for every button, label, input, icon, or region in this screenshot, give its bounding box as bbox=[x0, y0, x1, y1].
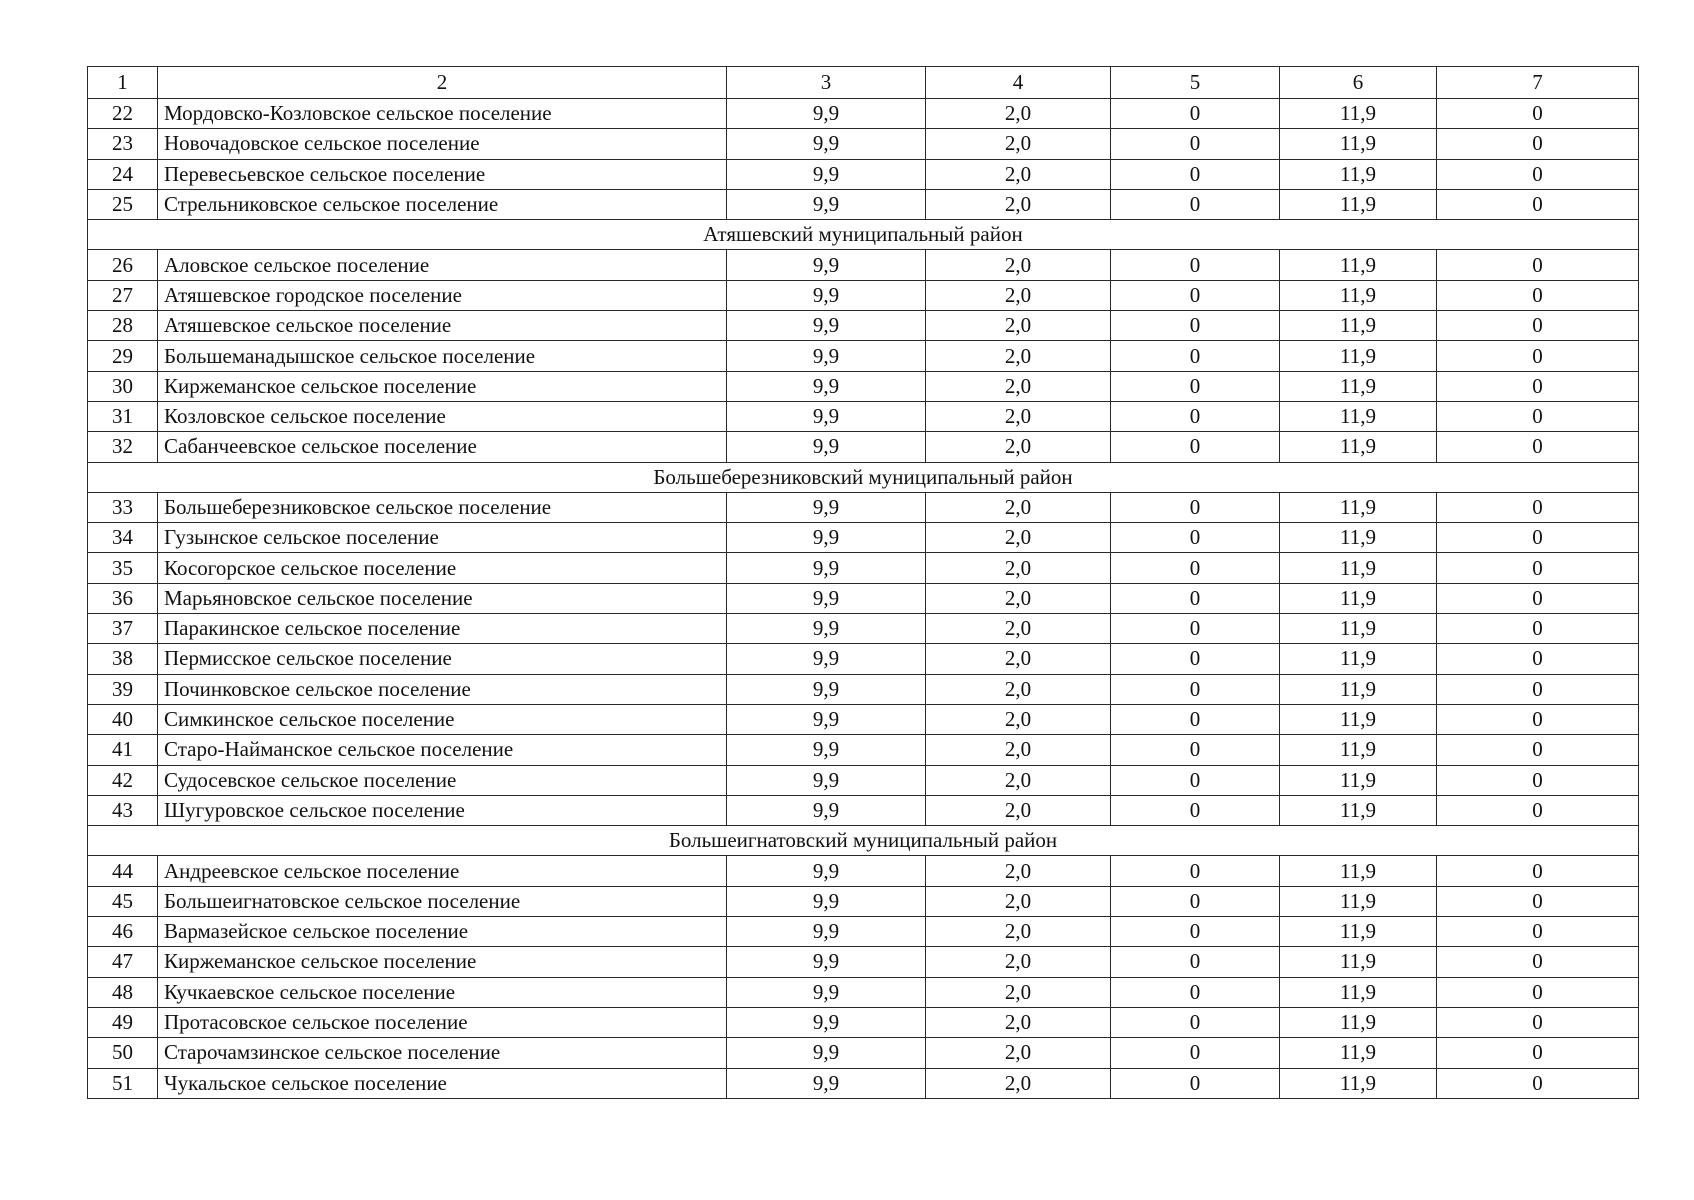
row-number: 29 bbox=[88, 341, 158, 371]
value-col-4: 2,0 bbox=[926, 674, 1111, 704]
value-col-6: 11,9 bbox=[1280, 644, 1437, 674]
value-col-6: 11,9 bbox=[1280, 129, 1437, 159]
value-col-3: 9,9 bbox=[727, 492, 926, 522]
district-header-row bbox=[88, 462, 1639, 492]
settlement-name: Пермисское сельское поселение bbox=[158, 644, 727, 674]
value-col-4: 2,0 bbox=[926, 856, 1111, 886]
value-col-6: 11,9 bbox=[1280, 856, 1437, 886]
value-col-4: 2,0 bbox=[926, 1007, 1111, 1037]
settlement-name: Киржеманское сельское поселение bbox=[158, 371, 727, 401]
value-col-3: 9,9 bbox=[727, 311, 926, 341]
value-col-5: 0 bbox=[1111, 523, 1280, 553]
value-col-7: 0 bbox=[1437, 674, 1639, 704]
table-row bbox=[88, 553, 1639, 583]
value-col-3: 9,9 bbox=[727, 553, 926, 583]
row-number: 43 bbox=[88, 795, 158, 825]
value-col-5: 0 bbox=[1111, 704, 1280, 734]
settlement-name: Аловское сельское поселение bbox=[158, 250, 727, 280]
value-col-4: 2,0 bbox=[926, 553, 1111, 583]
value-col-7: 0 bbox=[1437, 644, 1639, 674]
value-col-6: 11,9 bbox=[1280, 189, 1437, 219]
table-row bbox=[88, 341, 1639, 371]
value-col-3: 9,9 bbox=[727, 1007, 926, 1037]
district-header-row bbox=[88, 826, 1639, 856]
value-col-3: 9,9 bbox=[727, 644, 926, 674]
value-col-3: 9,9 bbox=[727, 614, 926, 644]
table-row bbox=[88, 159, 1639, 189]
value-col-3: 9,9 bbox=[727, 99, 926, 129]
value-col-3: 9,9 bbox=[727, 189, 926, 219]
value-col-5: 0 bbox=[1111, 1007, 1280, 1037]
value-col-5: 0 bbox=[1111, 614, 1280, 644]
table-row bbox=[88, 523, 1639, 553]
value-col-7: 0 bbox=[1437, 159, 1639, 189]
value-col-7: 0 bbox=[1437, 492, 1639, 522]
row-number: 34 bbox=[88, 523, 158, 553]
value-col-3: 9,9 bbox=[727, 856, 926, 886]
value-col-3: 9,9 bbox=[727, 886, 926, 916]
value-col-4: 2,0 bbox=[926, 795, 1111, 825]
table-row bbox=[88, 947, 1639, 977]
value-col-6: 11,9 bbox=[1280, 492, 1437, 522]
row-number: 24 bbox=[88, 159, 158, 189]
table-row bbox=[88, 704, 1639, 734]
value-col-6: 11,9 bbox=[1280, 1038, 1437, 1068]
value-col-4: 2,0 bbox=[926, 129, 1111, 159]
row-number: 36 bbox=[88, 583, 158, 613]
table-row bbox=[88, 432, 1639, 462]
column-number: 2 bbox=[158, 67, 727, 99]
value-col-5: 0 bbox=[1111, 947, 1280, 977]
value-col-6: 11,9 bbox=[1280, 735, 1437, 765]
value-col-6: 11,9 bbox=[1280, 159, 1437, 189]
settlement-name: Большеберезниковское сельское поселение bbox=[158, 492, 727, 522]
value-col-5: 0 bbox=[1111, 765, 1280, 795]
settlement-name: Большеигнатовское сельское поселение bbox=[158, 886, 727, 916]
settlement-name: Киржеманское сельское поселение bbox=[158, 947, 727, 977]
settlement-name: Починковское сельское поселение bbox=[158, 674, 727, 704]
value-col-5: 0 bbox=[1111, 553, 1280, 583]
value-col-4: 2,0 bbox=[926, 311, 1111, 341]
settlement-name: Стрельниковское сельское поселение bbox=[158, 189, 727, 219]
value-col-6: 11,9 bbox=[1280, 523, 1437, 553]
document-page bbox=[87, 66, 1638, 1099]
value-col-7: 0 bbox=[1437, 856, 1639, 886]
value-col-7: 0 bbox=[1437, 947, 1639, 977]
table-row bbox=[88, 644, 1639, 674]
settlement-name: Сабанчеевское сельское поселение bbox=[158, 432, 727, 462]
settlement-name: Старо-Найманское сельское поселение bbox=[158, 735, 727, 765]
value-col-4: 2,0 bbox=[926, 401, 1111, 431]
value-col-7: 0 bbox=[1437, 189, 1639, 219]
value-col-4: 2,0 bbox=[926, 99, 1111, 129]
column-number: 6 bbox=[1280, 67, 1437, 99]
row-number: 45 bbox=[88, 886, 158, 916]
value-col-4: 2,0 bbox=[926, 644, 1111, 674]
table-row bbox=[88, 189, 1639, 219]
value-col-3: 9,9 bbox=[727, 583, 926, 613]
value-col-4: 2,0 bbox=[926, 1038, 1111, 1068]
value-col-4: 2,0 bbox=[926, 341, 1111, 371]
table-body bbox=[88, 67, 1639, 1099]
value-col-6: 11,9 bbox=[1280, 432, 1437, 462]
value-col-4: 2,0 bbox=[926, 704, 1111, 734]
value-col-5: 0 bbox=[1111, 583, 1280, 613]
column-number: 7 bbox=[1437, 67, 1639, 99]
value-col-7: 0 bbox=[1437, 99, 1639, 129]
value-col-7: 0 bbox=[1437, 1068, 1639, 1098]
row-number: 40 bbox=[88, 704, 158, 734]
table-row bbox=[88, 917, 1639, 947]
row-number: 49 bbox=[88, 1007, 158, 1037]
value-col-5: 0 bbox=[1111, 401, 1280, 431]
value-col-6: 11,9 bbox=[1280, 977, 1437, 1007]
table-row bbox=[88, 674, 1639, 704]
value-col-6: 11,9 bbox=[1280, 583, 1437, 613]
table-row bbox=[88, 735, 1639, 765]
value-col-5: 0 bbox=[1111, 1068, 1280, 1098]
value-col-7: 0 bbox=[1437, 735, 1639, 765]
value-col-4: 2,0 bbox=[926, 917, 1111, 947]
value-col-5: 0 bbox=[1111, 189, 1280, 219]
value-col-7: 0 bbox=[1437, 765, 1639, 795]
column-number: 4 bbox=[926, 67, 1111, 99]
value-col-4: 2,0 bbox=[926, 886, 1111, 916]
value-col-5: 0 bbox=[1111, 795, 1280, 825]
value-col-5: 0 bbox=[1111, 371, 1280, 401]
value-col-3: 9,9 bbox=[727, 977, 926, 1007]
row-number: 26 bbox=[88, 250, 158, 280]
column-number: 3 bbox=[727, 67, 926, 99]
value-col-3: 9,9 bbox=[727, 250, 926, 280]
value-col-4: 2,0 bbox=[926, 583, 1111, 613]
settlement-name: Мордовско-Козловское сельское поселение bbox=[158, 99, 727, 129]
value-col-5: 0 bbox=[1111, 856, 1280, 886]
value-col-4: 2,0 bbox=[926, 371, 1111, 401]
value-col-6: 11,9 bbox=[1280, 917, 1437, 947]
value-col-4: 2,0 bbox=[926, 765, 1111, 795]
settlement-name: Вармазейское сельское поселение bbox=[158, 917, 727, 947]
value-col-4: 2,0 bbox=[926, 977, 1111, 1007]
value-col-4: 2,0 bbox=[926, 432, 1111, 462]
value-col-7: 0 bbox=[1437, 704, 1639, 734]
value-col-5: 0 bbox=[1111, 917, 1280, 947]
value-col-4: 2,0 bbox=[926, 280, 1111, 310]
settlement-name: Шугуровское сельское поселение bbox=[158, 795, 727, 825]
settlement-name: Атяшевское сельское поселение bbox=[158, 311, 727, 341]
value-col-7: 0 bbox=[1437, 583, 1639, 613]
value-col-7: 0 bbox=[1437, 341, 1639, 371]
value-col-4: 2,0 bbox=[926, 159, 1111, 189]
value-col-5: 0 bbox=[1111, 644, 1280, 674]
value-col-5: 0 bbox=[1111, 99, 1280, 129]
settlement-name: Симкинское сельское поселение bbox=[158, 704, 727, 734]
settlement-name: Андреевское сельское поселение bbox=[158, 856, 727, 886]
value-col-4: 2,0 bbox=[926, 735, 1111, 765]
row-number: 51 bbox=[88, 1068, 158, 1098]
settlement-name: Протасовское сельское поселение bbox=[158, 1007, 727, 1037]
value-col-6: 11,9 bbox=[1280, 947, 1437, 977]
value-col-6: 11,9 bbox=[1280, 553, 1437, 583]
value-col-5: 0 bbox=[1111, 341, 1280, 371]
table-row bbox=[88, 1007, 1639, 1037]
settlement-name: Чукальское сельское поселение bbox=[158, 1068, 727, 1098]
value-col-7: 0 bbox=[1437, 371, 1639, 401]
value-col-3: 9,9 bbox=[727, 401, 926, 431]
table-row bbox=[88, 977, 1639, 1007]
table-row bbox=[88, 856, 1639, 886]
value-col-5: 0 bbox=[1111, 311, 1280, 341]
value-col-7: 0 bbox=[1437, 1007, 1639, 1037]
row-number: 33 bbox=[88, 492, 158, 522]
value-col-6: 11,9 bbox=[1280, 280, 1437, 310]
value-col-3: 9,9 bbox=[727, 1068, 926, 1098]
row-number: 47 bbox=[88, 947, 158, 977]
row-number: 50 bbox=[88, 1038, 158, 1068]
value-col-5: 0 bbox=[1111, 735, 1280, 765]
value-col-4: 2,0 bbox=[926, 1068, 1111, 1098]
row-number: 22 bbox=[88, 99, 158, 129]
settlement-name: Гузынское сельское поселение bbox=[158, 523, 727, 553]
row-number: 39 bbox=[88, 674, 158, 704]
value-col-7: 0 bbox=[1437, 1038, 1639, 1068]
value-col-7: 0 bbox=[1437, 129, 1639, 159]
table-row bbox=[88, 129, 1639, 159]
table-row bbox=[88, 280, 1639, 310]
district-title: Большеберезниковский муниципальный район bbox=[88, 462, 1639, 492]
settlement-name: Кучкаевское сельское поселение bbox=[158, 977, 727, 1007]
value-col-3: 9,9 bbox=[727, 129, 926, 159]
table-row bbox=[88, 492, 1639, 522]
value-col-6: 11,9 bbox=[1280, 795, 1437, 825]
value-col-5: 0 bbox=[1111, 280, 1280, 310]
value-col-7: 0 bbox=[1437, 250, 1639, 280]
value-col-4: 2,0 bbox=[926, 523, 1111, 553]
value-col-4: 2,0 bbox=[926, 614, 1111, 644]
settlement-name: Козловское сельское поселение bbox=[158, 401, 727, 431]
value-col-6: 11,9 bbox=[1280, 614, 1437, 644]
value-col-3: 9,9 bbox=[727, 795, 926, 825]
row-number: 23 bbox=[88, 129, 158, 159]
value-col-4: 2,0 bbox=[926, 947, 1111, 977]
value-col-7: 0 bbox=[1437, 311, 1639, 341]
value-col-7: 0 bbox=[1437, 886, 1639, 916]
table-row bbox=[88, 1068, 1639, 1098]
column-number: 5 bbox=[1111, 67, 1280, 99]
value-col-3: 9,9 bbox=[727, 432, 926, 462]
settlement-name: Перевесьевское сельское поселение bbox=[158, 159, 727, 189]
value-col-3: 9,9 bbox=[727, 735, 926, 765]
value-col-6: 11,9 bbox=[1280, 341, 1437, 371]
table-row bbox=[88, 583, 1639, 613]
value-col-4: 2,0 bbox=[926, 492, 1111, 522]
value-col-7: 0 bbox=[1437, 977, 1639, 1007]
settlement-name: Атяшевское городское поселение bbox=[158, 280, 727, 310]
value-col-4: 2,0 bbox=[926, 189, 1111, 219]
row-number: 38 bbox=[88, 644, 158, 674]
table-row bbox=[88, 765, 1639, 795]
settlement-name: Марьяновское сельское поселение bbox=[158, 583, 727, 613]
value-col-3: 9,9 bbox=[727, 674, 926, 704]
district-title: Атяшевский муниципальный район bbox=[88, 220, 1639, 250]
settlement-name: Судосевское сельское поселение bbox=[158, 765, 727, 795]
value-col-3: 9,9 bbox=[727, 371, 926, 401]
value-col-3: 9,9 bbox=[727, 765, 926, 795]
value-col-6: 11,9 bbox=[1280, 99, 1437, 129]
row-number: 44 bbox=[88, 856, 158, 886]
value-col-7: 0 bbox=[1437, 553, 1639, 583]
value-col-3: 9,9 bbox=[727, 523, 926, 553]
value-col-6: 11,9 bbox=[1280, 311, 1437, 341]
value-col-6: 11,9 bbox=[1280, 674, 1437, 704]
value-col-7: 0 bbox=[1437, 917, 1639, 947]
table-row bbox=[88, 371, 1639, 401]
table-row bbox=[88, 1038, 1639, 1068]
value-col-5: 0 bbox=[1111, 674, 1280, 704]
column-number-row bbox=[88, 67, 1639, 99]
row-number: 27 bbox=[88, 280, 158, 310]
table-row bbox=[88, 614, 1639, 644]
value-col-3: 9,9 bbox=[727, 917, 926, 947]
value-col-3: 9,9 bbox=[727, 341, 926, 371]
value-col-3: 9,9 bbox=[727, 1038, 926, 1068]
row-number: 31 bbox=[88, 401, 158, 431]
value-col-6: 11,9 bbox=[1280, 401, 1437, 431]
row-number: 42 bbox=[88, 765, 158, 795]
table-row bbox=[88, 311, 1639, 341]
value-col-3: 9,9 bbox=[727, 280, 926, 310]
table-row bbox=[88, 795, 1639, 825]
value-col-5: 0 bbox=[1111, 492, 1280, 522]
district-header-row bbox=[88, 220, 1639, 250]
table-row bbox=[88, 250, 1639, 280]
value-col-4: 2,0 bbox=[926, 250, 1111, 280]
row-number: 25 bbox=[88, 189, 158, 219]
value-col-5: 0 bbox=[1111, 1038, 1280, 1068]
value-col-7: 0 bbox=[1437, 523, 1639, 553]
column-number: 1 bbox=[88, 67, 158, 99]
row-number: 32 bbox=[88, 432, 158, 462]
row-number: 41 bbox=[88, 735, 158, 765]
row-number: 37 bbox=[88, 614, 158, 644]
value-col-6: 11,9 bbox=[1280, 371, 1437, 401]
table-row bbox=[88, 401, 1639, 431]
row-number: 48 bbox=[88, 977, 158, 1007]
settlement-name: Паракинское сельское поселение bbox=[158, 614, 727, 644]
value-col-7: 0 bbox=[1437, 614, 1639, 644]
value-col-5: 0 bbox=[1111, 129, 1280, 159]
district-title: Большеигнатовский муниципальный район bbox=[88, 826, 1639, 856]
settlement-name: Косогорское сельское поселение bbox=[158, 553, 727, 583]
value-col-6: 11,9 bbox=[1280, 765, 1437, 795]
row-number: 28 bbox=[88, 311, 158, 341]
value-col-5: 0 bbox=[1111, 977, 1280, 1007]
value-col-6: 11,9 bbox=[1280, 1007, 1437, 1037]
value-col-3: 9,9 bbox=[727, 704, 926, 734]
value-col-6: 11,9 bbox=[1280, 886, 1437, 916]
row-number: 46 bbox=[88, 917, 158, 947]
value-col-5: 0 bbox=[1111, 159, 1280, 189]
row-number: 35 bbox=[88, 553, 158, 583]
value-col-7: 0 bbox=[1437, 432, 1639, 462]
value-col-6: 11,9 bbox=[1280, 250, 1437, 280]
value-col-7: 0 bbox=[1437, 795, 1639, 825]
value-col-5: 0 bbox=[1111, 886, 1280, 916]
value-col-7: 0 bbox=[1437, 280, 1639, 310]
table-row bbox=[88, 886, 1639, 916]
value-col-3: 9,9 bbox=[727, 159, 926, 189]
settlement-name: Большеманадышское сельское поселение bbox=[158, 341, 727, 371]
settlements-table bbox=[87, 66, 1639, 1099]
table-row bbox=[88, 99, 1639, 129]
value-col-7: 0 bbox=[1437, 401, 1639, 431]
value-col-6: 11,9 bbox=[1280, 704, 1437, 734]
settlement-name: Старочамзинское сельское поселение bbox=[158, 1038, 727, 1068]
value-col-5: 0 bbox=[1111, 432, 1280, 462]
row-number: 30 bbox=[88, 371, 158, 401]
settlement-name: Новочадовское сельское поселение bbox=[158, 129, 727, 159]
value-col-5: 0 bbox=[1111, 250, 1280, 280]
value-col-3: 9,9 bbox=[727, 947, 926, 977]
value-col-6: 11,9 bbox=[1280, 1068, 1437, 1098]
